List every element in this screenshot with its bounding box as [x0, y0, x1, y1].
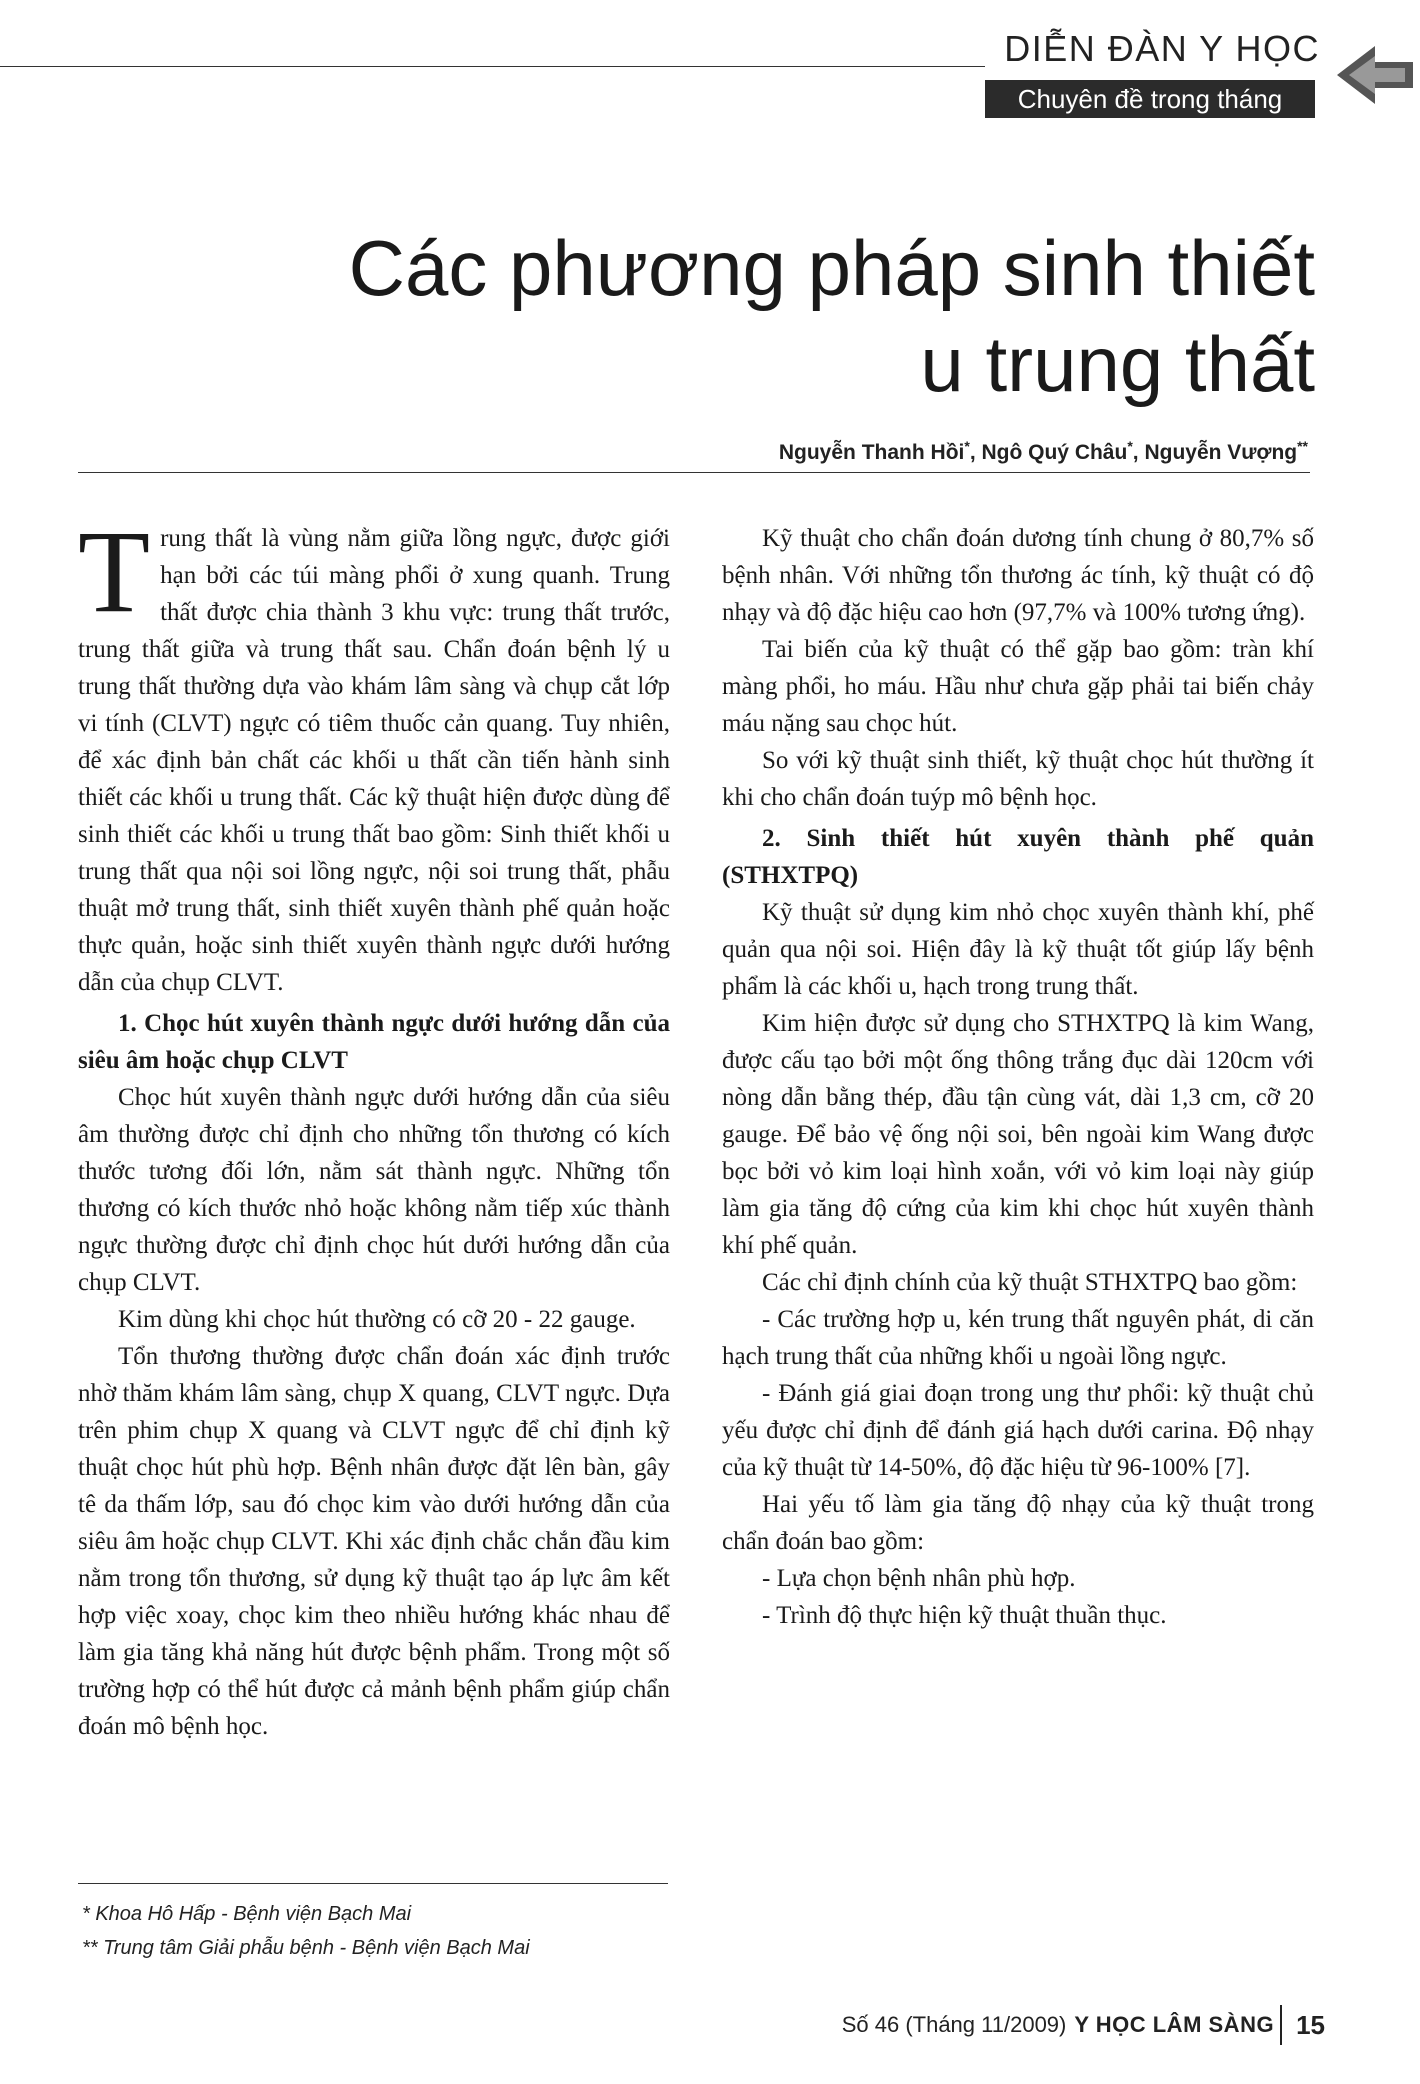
issue-info: Số 46 (Tháng 11/2009) — [841, 2012, 1067, 2037]
paragraph: Kim dùng khi chọc hút thường có cỡ 20 - 22 gauge. — [118, 1306, 636, 1333]
paragraph: Kỹ thuật sử dụng kim nhỏ chọc xuyên thành khí, phế quản qua nội soi. Hiện đây là kỹ thuật tốt giúp lấy bệnh phẩm là các khối u, hạch trong trung thất. — [722, 899, 1314, 1000]
list-item: - Lựa chọn bệnh nhân phù hợp. — [762, 1565, 1076, 1592]
footer-divider — [1280, 2005, 1282, 2045]
intro-paragraph — [78, 506, 670, 1001]
header-rule — [0, 66, 985, 67]
author-name: Nguyễn Vượng — [1144, 441, 1298, 464]
page-number: 15 — [1296, 2009, 1325, 2040]
arrow-left-icon — [1335, 40, 1415, 110]
paragraph: So với kỹ thuật sinh thiết, kỹ thuật chọc hút thường ít khi cho chẩn đoán tuýp mô bệnh học. — [722, 747, 1314, 811]
paragraph: Chọc hút xuyên thành ngực dưới hướng dẫn của siêu âm thường được chỉ định cho những tổn thương có kích thước tương đối lớn, nằm sát thành ngực. Những tổn thương có kích thước nhỏ hoặc không nằm tiếp xúc thành ngực thường được chỉ định chọc hút dưới hướng dẫn của chụp CLVT. — [78, 1084, 670, 1296]
author-mark: ** — [1297, 438, 1308, 454]
author-mark: * — [964, 438, 970, 454]
paragraph: Tai biến của kỹ thuật có thể gặp bao gồm: tràn khí màng phổi, ho máu. Hầu như chưa gặp phải tai biến chảy máu nặng sau chọc hút. — [722, 636, 1314, 737]
footnotes — [82, 1897, 530, 1965]
column-right — [722, 520, 1314, 1634]
author-list: Nguyễn Thanh Hồi*, Ngô Quý Châu*, Nguyễn Vượng** — [778, 438, 1308, 464]
list-item: - Các trường hợp u, kén trung thất nguyên phát, di căn hạch trung thất của những khối u ngoài lồng ngực. — [722, 1306, 1314, 1370]
author-name: Nguyễn Thanh Hồi — [778, 441, 965, 464]
section-label: DIỄN ĐÀN Y HỌC — [1004, 28, 1320, 69]
subsection-label: Chuyên đề trong tháng — [985, 80, 1315, 118]
page-footer — [842, 2005, 1325, 2045]
author-mark: * — [1127, 438, 1133, 454]
list-item: - Đánh giá giai đoạn trong ung thư phổi: kỹ thuật chủ yếu được chỉ định để đánh giá hạch dưới carina. Độ nhạy của kỹ thuật từ 14-50%, độ đặc hiệu từ 96-100% [7]. — [722, 1380, 1314, 1481]
journal-name: Y HỌC LÂM SÀNG — [1074, 2012, 1275, 2037]
paragraph: Các chỉ định chính của kỹ thuật STHXTPQ bao gồm: — [762, 1269, 1298, 1296]
author-rule — [78, 472, 1310, 473]
title-line-1: Các phương pháp sinh thiết — [348, 224, 1315, 312]
section-1-heading: 1. Chọc hút xuyên thành ngực dưới hướng dẫn của siêu âm hoặc chụp CLVT — [78, 1010, 670, 1074]
paragraph: Tổn thương thường được chẩn đoán xác định trước nhờ thăm khám lâm sàng, chụp X quang, CLVT ngực. Dựa trên phim chụp X quang và CLVT ngực để chỉ định kỹ thuật chọc hút phù hợp. Bệnh nhân được đặt lên bàn, gây tê da thấm lớp, sau đó chọc kim vào dưới hướng dẫn của siêu âm hoặc chụp CLVT. Khi xác định chắc chắn đầu kim nằm trong tổn thương, sử dụng kỹ thuật tạo áp lực âm kết hợp việc xoay, chọc kim theo nhiều hướng khác nhau để làm gia tăng khả năng hút được bệnh phẩm. Trong một số trường hợp có thể hút được cả mảnh bệnh phẩm giúp chẩn đoán mô bệnh học. — [78, 1343, 670, 1740]
drop-cap: T — [78, 506, 151, 637]
paragraph: Kim hiện được sử dụng cho STHXTPQ là kim Wang, được cấu tạo bởi một ống thông trắng đục dài 120cm với nòng dẫn bằng thép, đầu tận cùng vát, dài 1,3 cm, cỡ 20 gauge. Để bảo vệ ống nội soi, bên ngoài kim Wang được bọc bởi vỏ kim loại hình xoắn, với vỏ kim loại này giúp làm gia tăng độ cứng của kim khi chọc hút xuyên thành khí phế quản. — [722, 1010, 1314, 1259]
footnote-rule — [78, 1883, 668, 1884]
footnote: ** Trung tâm Giải phẫu bệnh - Bệnh viện Bạch Mai — [82, 1937, 530, 1959]
column-left — [78, 506, 670, 1745]
intro-text: rung thất là vùng nằm giữa lồng ngực, được giới hạn bởi các túi màng phổi ở xung quanh. Trung thất được chia thành 3 khu vực: trung thất trước, trung thất giữa và trung thất sau. Chẩn đoán bệnh lý u trung thất thường dựa vào khám lâm sàng và chụp cắt lớp vi tính (CLVT) ngực có tiêm thuốc cản quang. Tuy nhiên, để xác định bản chất các khối u thất cần tiến hành sinh thiết các khối u trung thất. Các kỹ thuật hiện được dùng để sinh thiết các khối u trung thất bao gồm: Sinh thiết khối u trung thất qua nội soi lồng ngực, nội soi trung thất, phẫu thuật mở trung thất, sinh thiết xuyên thành phế quản hoặc thực quản, hoặc sinh thiết xuyên thành ngực dưới hướng dẫn của chụp CLVT. — [78, 525, 670, 996]
title-line-2: u trung thất — [920, 320, 1315, 408]
section-2-heading: 2. Sinh thiết hút xuyên thành phế quản (STHXTPQ) — [722, 825, 1314, 889]
author-name: Ngô Quý Châu — [981, 441, 1128, 464]
paragraph: Hai yếu tố làm gia tăng độ nhạy của kỹ thuật trong chẩn đoán bao gồm: — [722, 1491, 1314, 1555]
paragraph: Kỹ thuật cho chẩn đoán dương tính chung ở 80,7% số bệnh nhân. Với những tổn thương ác tính, kỹ thuật có độ nhạy và độ đặc hiệu cao hơn (97,7% và 100% tương ứng). — [722, 525, 1314, 626]
footnote: * Khoa Hô Hấp - Bệnh viện Bạch Mai — [82, 1903, 412, 1925]
list-item: - Trình độ thực hiện kỹ thuật thuần thục. — [762, 1602, 1167, 1629]
article-title — [315, 220, 1315, 412]
